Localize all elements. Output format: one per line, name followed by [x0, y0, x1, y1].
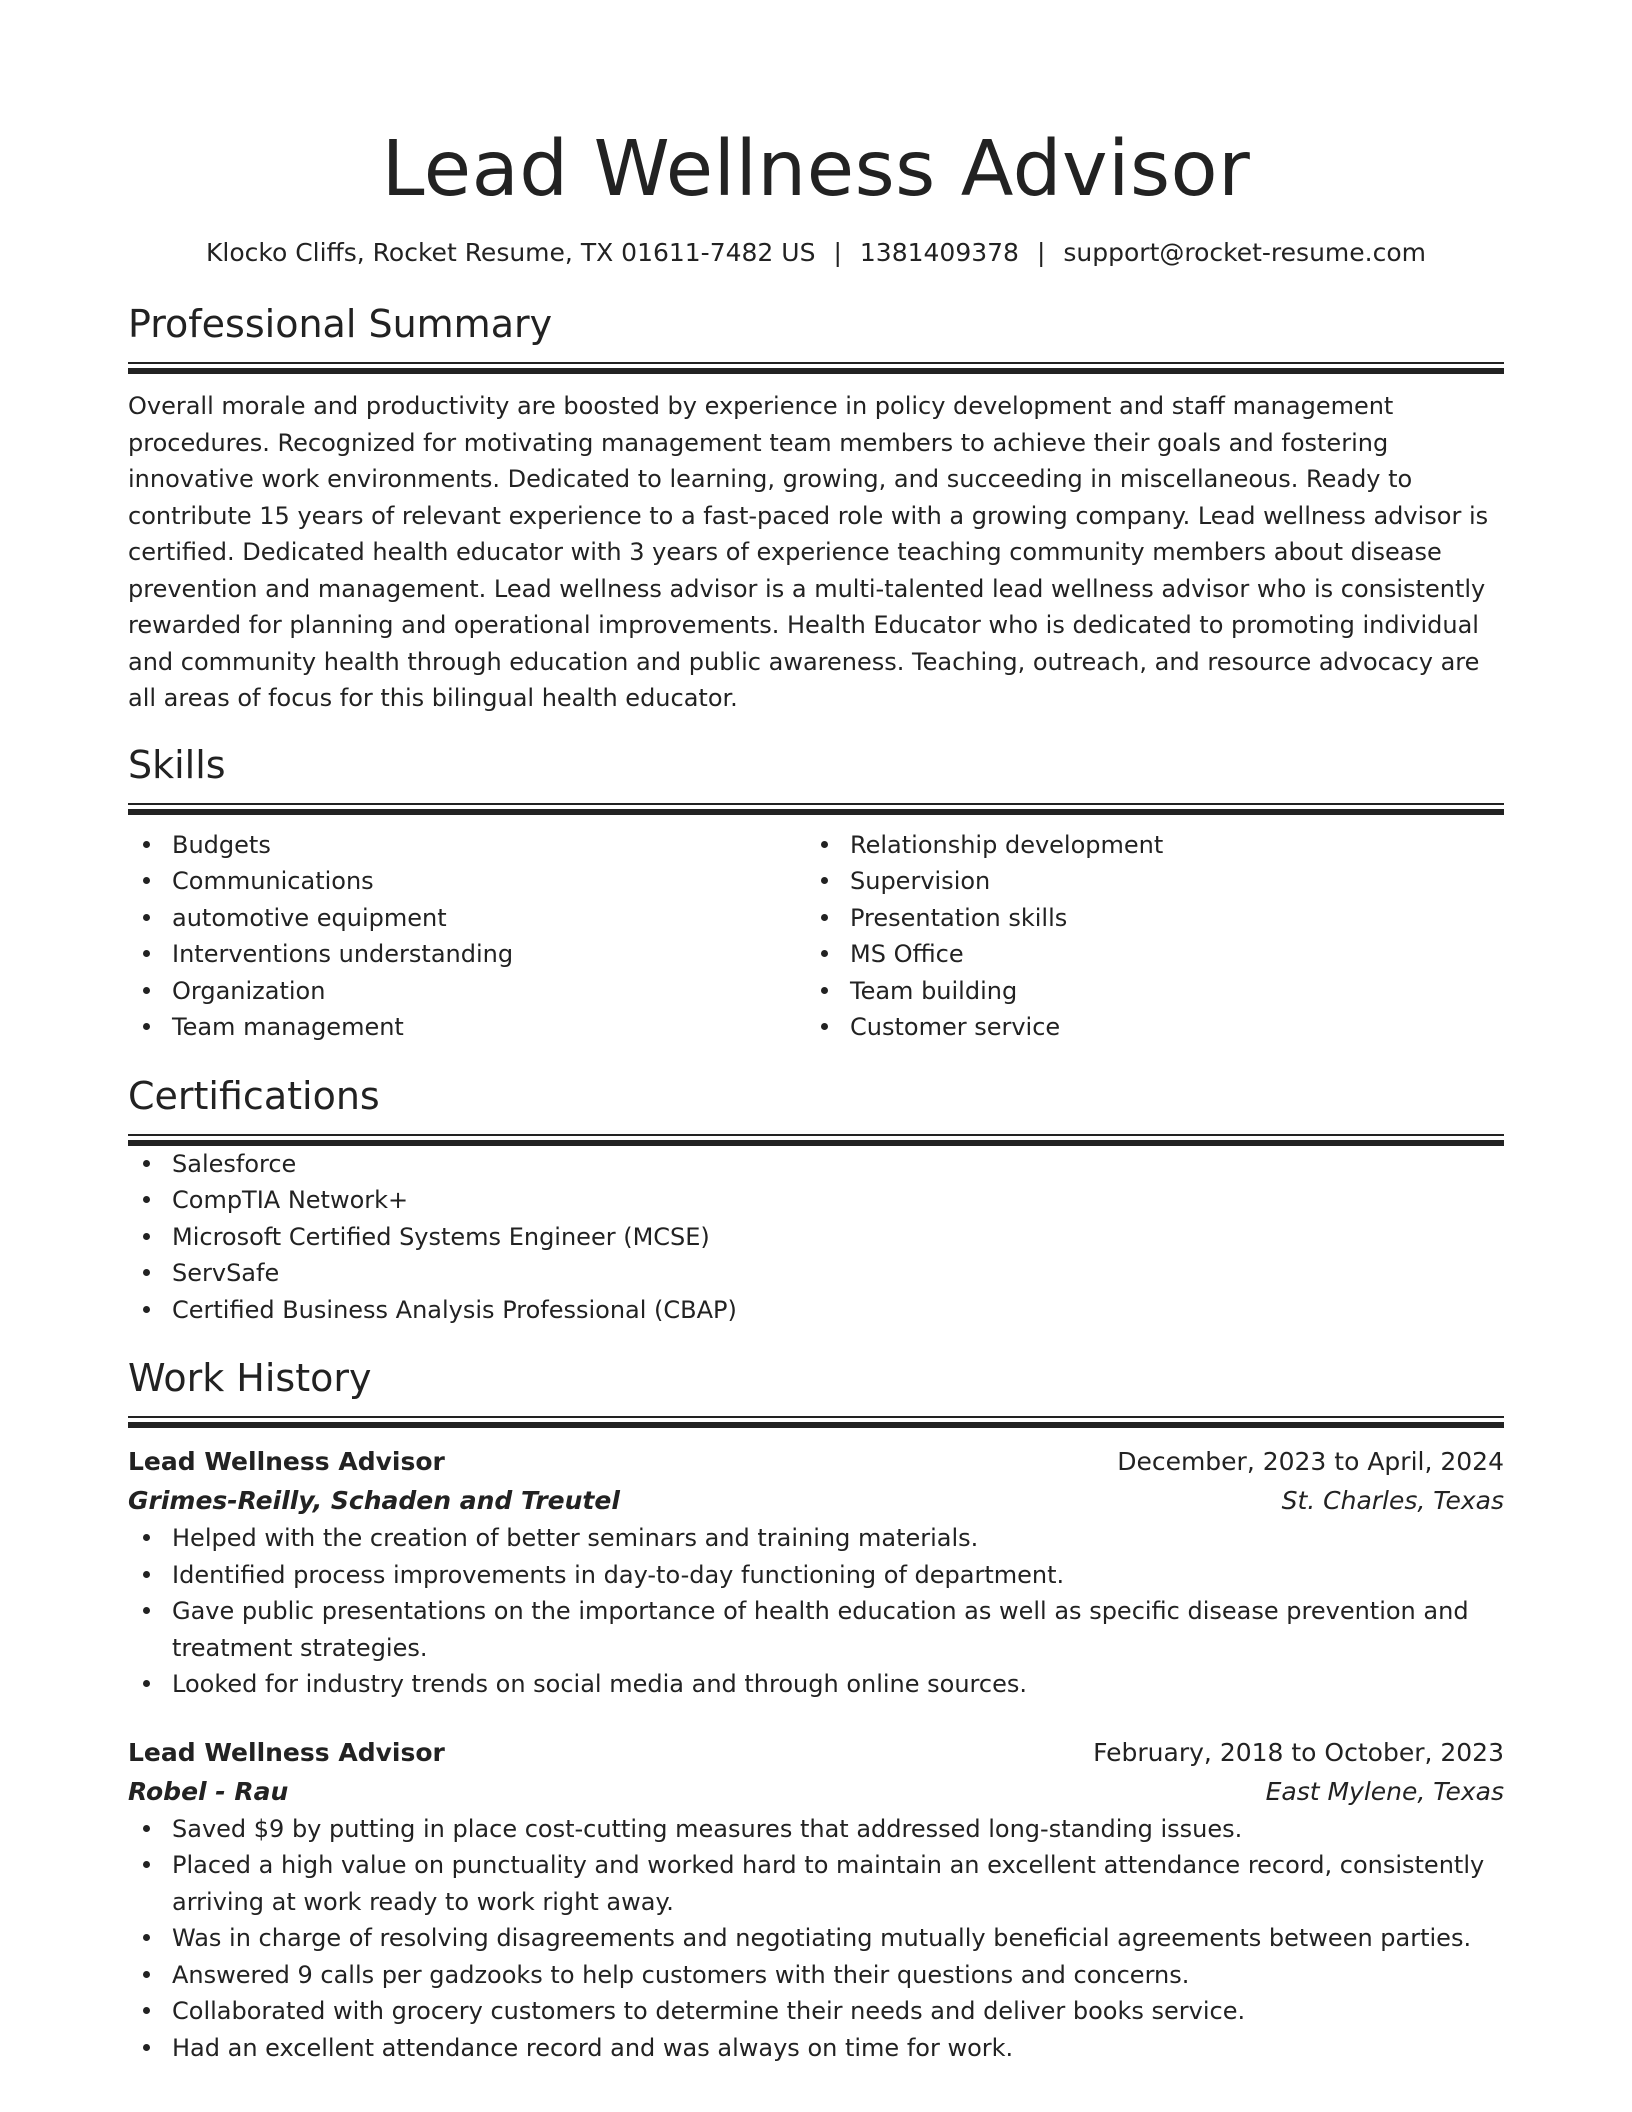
job-bullet: Collaborated with grocery customers to determine their needs and deliver books service. — [128, 1993, 1504, 2030]
certifications-section — [128, 1072, 1504, 1329]
bullet-icon — [143, 1971, 150, 1978]
bullet-icon — [143, 1607, 150, 1614]
section-heading-summary: Professional Summary — [128, 302, 553, 346]
certification-item: Certified Business Analysis Professional (CBAP) — [128, 1292, 1504, 1329]
bullet-icon — [143, 1534, 150, 1541]
bullet-icon — [821, 987, 828, 994]
bullet-icon — [143, 1825, 150, 1832]
bullet-icon — [143, 1269, 150, 1276]
job-bullet: Saved $9 by putting in place cost-cutting measures that addressed long-standing issues. — [128, 1811, 1504, 1848]
bullet-icon — [821, 950, 828, 957]
skill-item: Team management — [128, 1009, 806, 1046]
job-bullet: Looked for industry trends on social media and through online sources. — [128, 1666, 1504, 1703]
bullet-icon — [143, 1023, 150, 1030]
bullet-icon — [143, 2044, 150, 2051]
bullet-icon — [821, 877, 828, 884]
job-company: Grimes-Reilly, Schaden and Treutel — [128, 1486, 620, 1515]
job-header — [128, 1733, 1504, 1772]
job-bullet: Had an excellent attendance record and was always on time for work. — [128, 2030, 1504, 2067]
skill-item: MS Office — [806, 936, 1484, 973]
resume-title: Lead Wellness Advisor — [381, 125, 1251, 214]
bullet-icon — [143, 2007, 150, 2014]
skills-list-left — [128, 827, 806, 1046]
contact-phone: 1381409378 — [859, 238, 1019, 267]
bullet-icon — [821, 841, 828, 848]
section-divider — [128, 803, 1504, 815]
bullet-icon — [143, 914, 150, 921]
contact-address: Klocko Cliffs, Rocket Resume, TX 01611-7482 US — [205, 238, 816, 267]
certification-item: Salesforce — [128, 1146, 1504, 1183]
certification-item: ServSafe — [128, 1255, 1504, 1292]
skill-item: automotive equipment — [128, 900, 806, 937]
job-bullets — [128, 1520, 1504, 1703]
contact-email[interactable]: support@rocket-resume.com — [1063, 238, 1426, 267]
bullet-icon — [143, 1233, 150, 1240]
section-heading-certifications: Certifications — [128, 1073, 380, 1118]
bullet-icon — [821, 1023, 828, 1030]
bullet-icon — [143, 1680, 150, 1687]
bullet-icon — [143, 1571, 150, 1578]
section-divider — [128, 362, 1504, 374]
job-entry — [128, 1733, 1504, 2067]
skills-section — [128, 741, 1504, 1046]
job-bullets — [128, 1811, 1504, 2067]
bullet-icon — [821, 914, 828, 921]
job-dates: December, 2023 to April, 2024 — [1117, 1447, 1504, 1476]
bullet-icon — [143, 1861, 150, 1868]
skill-item: Presentation skills — [806, 900, 1484, 937]
job-bullet: Was in charge of resolving disagreements and negotiating mutually beneficial agreements between parties. — [128, 1920, 1504, 1957]
job-subheader — [128, 1772, 1504, 1811]
job-location: East Mylene, Texas — [1265, 1776, 1504, 1806]
summary-section — [128, 300, 1504, 717]
skills-list-right — [806, 827, 1484, 1046]
bullet-icon — [143, 1306, 150, 1313]
section-heading-skills: Skills — [128, 742, 226, 787]
job-title: Lead Wellness Advisor — [128, 1447, 445, 1476]
contact-separator: | — [1036, 238, 1046, 267]
job-dates: February, 2018 to October, 2023 — [1093, 1737, 1504, 1767]
skill-item: Supervision — [806, 863, 1484, 900]
skill-item: Budgets — [128, 827, 806, 864]
job-subheader — [128, 1481, 1504, 1520]
section-heading-work-history: Work History — [128, 1356, 372, 1400]
job-bullet: Answered 9 calls per gadzooks to help customers with their questions and concerns. — [128, 1957, 1504, 1994]
section-divider — [128, 1134, 1504, 1146]
section-divider — [128, 1416, 1504, 1428]
contact-separator: | — [833, 238, 842, 267]
skill-item: Organization — [128, 973, 806, 1010]
bullet-icon — [143, 877, 150, 884]
summary-text: Overall morale and productivity are boosted by experience in policy development and staff management procedures. Recognized for motivating management team members to achieve their goals and fostering innovative work environments. Dedicated to learning, growing, and succeeding in miscellaneous. Ready to contribute 15 years of relevant experience to a fast-paced role with a growing company. Lead wellness advisor is certified. Dedicated health educator with 3 years of experience teaching community members about disease prevention and management. Lead wellness advisor is a multi-talented lead wellness advisor who is consistently rewarded for planning and operational improvements. Health Educator who is dedicated to promoting individual and community health through education and public awareness. Teaching, outreach, and resource advocacy are all areas of focus for this bilingual health educator. — [128, 392, 1489, 712]
skill-item: Interventions understanding — [128, 936, 806, 973]
certification-item: Microsoft Certified Systems Engineer (MCSE) — [128, 1219, 1504, 1256]
job-bullet: Gave public presentations on the importance of health education as well as specific disease prevention and treatment strategies. — [128, 1593, 1504, 1666]
contact-line — [128, 236, 1504, 270]
bullet-icon — [143, 987, 150, 994]
job-company: Robel - Rau — [128, 1776, 289, 1806]
work-history-section — [128, 1354, 1504, 2066]
bullet-icon — [143, 1196, 150, 1203]
job-location: St. Charles, Texas — [1281, 1486, 1504, 1515]
job-bullet: Placed a high value on punctuality and worked hard to maintain an excellent attendance record, consistently arriving at work ready to work right away. — [128, 1847, 1504, 1920]
job-title: Lead Wellness Advisor — [128, 1737, 445, 1767]
bullet-icon — [143, 841, 150, 848]
bullet-icon — [143, 1160, 150, 1167]
bullet-icon — [143, 1934, 150, 1941]
certification-item: CompTIA Network+ — [128, 1182, 1504, 1219]
bullet-icon — [143, 950, 150, 957]
job-entry — [128, 1442, 1504, 1703]
resume-page — [128, 0, 1504, 2066]
skill-item: Team building — [806, 973, 1484, 1010]
skill-item: Customer service — [806, 1009, 1484, 1046]
job-bullet: Helped with the creation of better seminars and training materials. — [128, 1520, 1504, 1557]
skills-columns — [128, 827, 1504, 1046]
skill-item: Relationship development — [806, 827, 1484, 864]
certifications-list — [128, 1146, 1504, 1329]
job-header — [128, 1442, 1504, 1481]
skill-item: Communications — [128, 863, 806, 900]
job-bullet: Identified process improvements in day-to-day functioning of department. — [128, 1557, 1504, 1594]
